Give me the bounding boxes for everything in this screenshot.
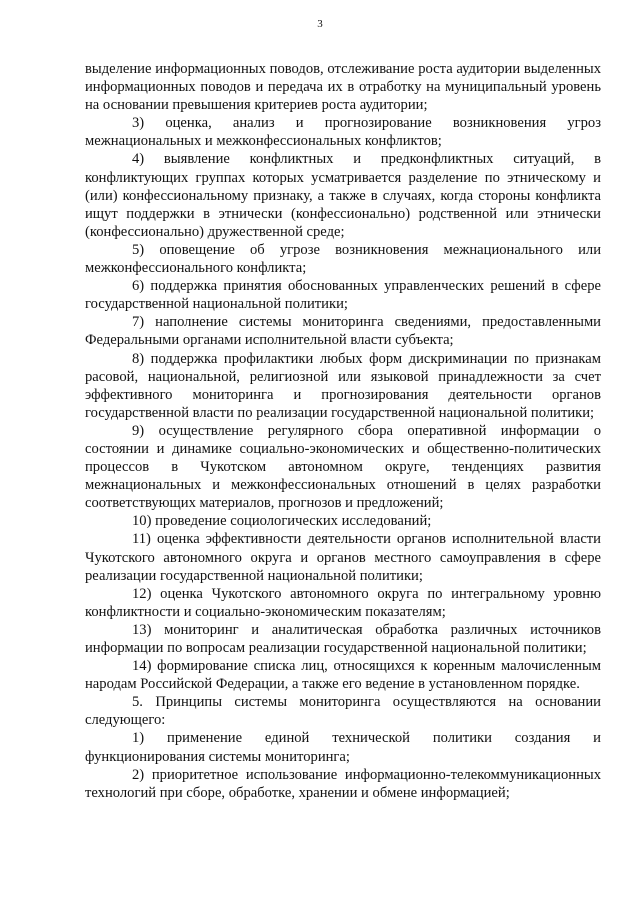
paragraph: 8) поддержка профилактики любых форм дискриминации по признакам расовой, национальной, религиозной или языковой принадлежности за счет эффективного мониторинга и прогнозирования деятельности органов государственной власти по реализации государственной национальной политики; [85, 350, 601, 421]
paragraph: 2) приоритетное использование информационно-телекоммуникационных технологий при сборе, обработке, хранении и обмене информацией; [85, 766, 601, 801]
paragraph: выделение информационных поводов, отслеживание роста аудитории выделенных информационных поводов и передача их в отработку на муниципальный уровень на основании превышения критериев роста аудитории; [85, 61, 601, 114]
paragraph: 13) мониторинг и аналитическая обработка различных источников информации по вопросам реализации государственной национальной политики; [85, 621, 601, 656]
paragraph: 14) формирование списка лиц, относящихся к коренным малочисленным народам Российской Федерации, а также его ведение в установленном порядке. [85, 658, 601, 693]
paragraph: 1) применение единой технической политики создания и функционирования системы мониторинга; [85, 730, 601, 765]
document-body [85, 60, 601, 802]
paragraph: 4) выявление конфликтных и предконфликтных ситуаций, в конфликтующих группах которых усматривается разделение по этническому и (или) конфессиональному признаку, а также в случаях, когда стороны конфликта ищут поддержки в этнически (конфессионально) родственной или этнически (конфессионально) дружественной среде; [85, 151, 601, 240]
paragraph: 10) проведение социологических исследований; [132, 513, 432, 530]
paragraph: 9) осуществление регулярного сбора оперативной информации о состоянии и динамике социально-экономических и общественно-политических процессов в Чукотском автономном округе, тенденциях развития межнациональных и межконфессиональных отношений в целях разработки соответствующих материалов, прогнозов и предложений; [85, 422, 601, 512]
paragraph: 11) оценка эффективности деятельности органов исполнительной власти Чукотского автономного округа и органов местного самоуправления в сфере реализации государственной национальной политики; [85, 531, 601, 584]
paragraph: 6) поддержка принятия обоснованных управленческих решений в сфере государственной национальной политики; [85, 278, 601, 313]
paragraph: 5) оповещение об угрозе возникновения межнационального или межконфессионального конфликта; [85, 241, 601, 277]
paragraph: 5. Принципы системы мониторинга осуществляются на основании следующего: [85, 694, 601, 729]
paragraph: 3) оценка, анализ и прогнозирование возникновения угроз межнациональных и межконфессиональных конфликтов; [85, 115, 601, 150]
paragraph: 12) оценка Чукотского автономного округа по интегральному уровню конфликтности и социально-экономическим показателям; [85, 585, 601, 620]
page-number: 3 [317, 18, 323, 30]
paragraph: 7) наполнение системы мониторинга сведениями, предоставленными Федеральными органами исполнительной власти субъекта; [85, 314, 601, 349]
